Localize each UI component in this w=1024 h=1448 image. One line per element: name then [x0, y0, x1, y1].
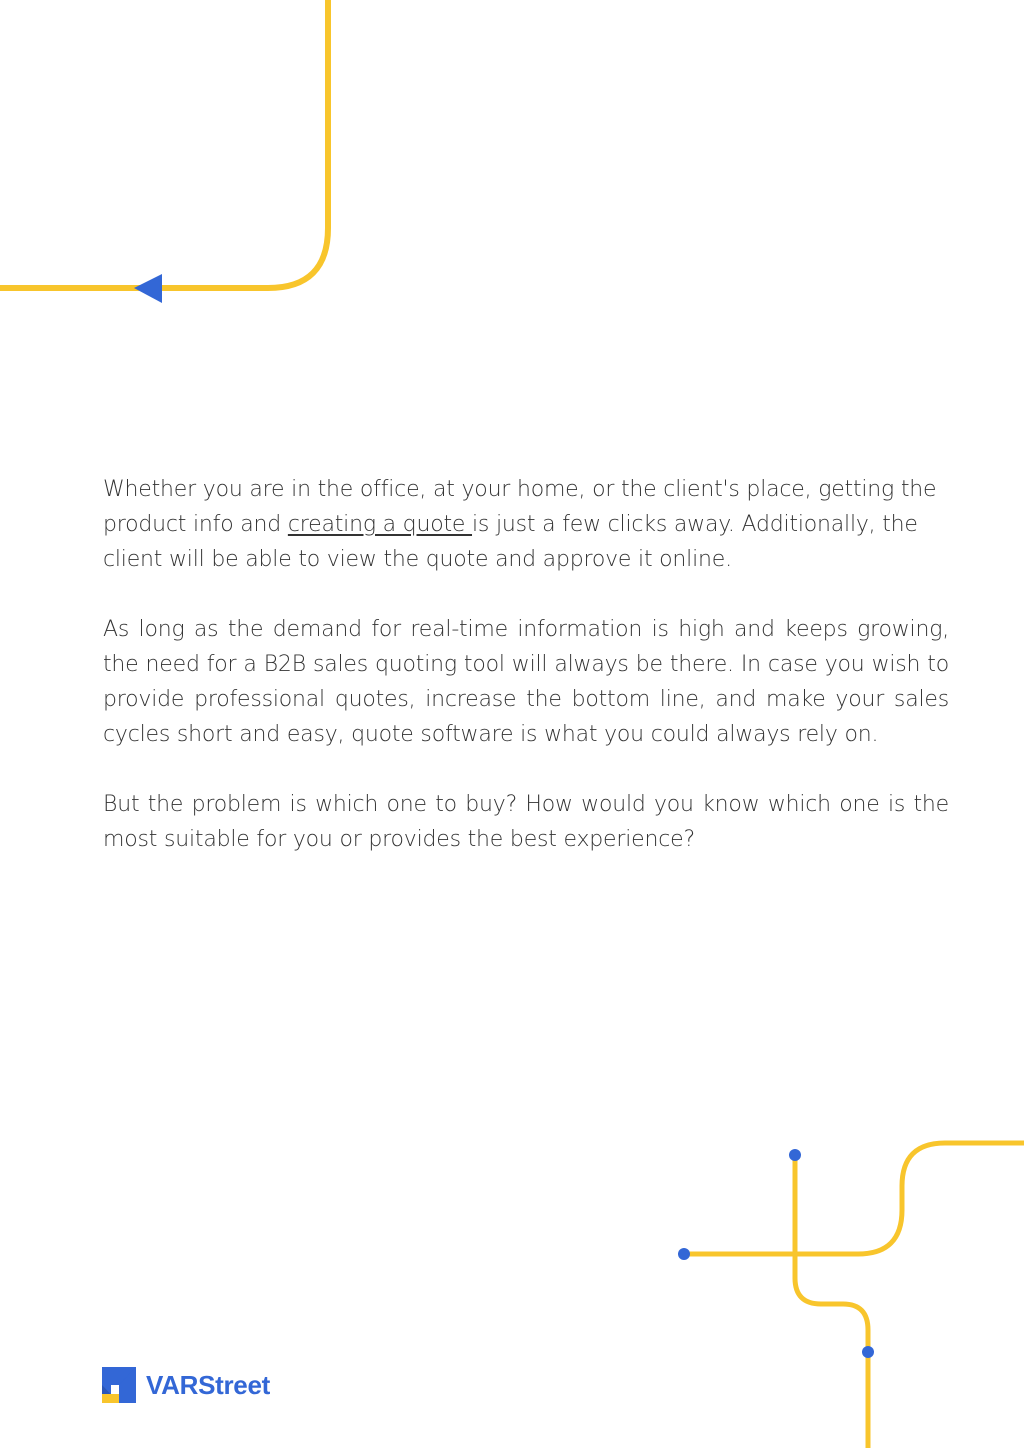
arrow-left-icon: [134, 274, 162, 303]
paragraph-1: Whether you are in the office, at your home, or the client's place, getting the product info and creating a quote is just a few clicks away. Additionally, the client will be able to view the quote and approve it online.: [103, 477, 937, 572]
bottom-connector-line-b: [795, 1155, 868, 1448]
varstreet-logo: [102, 1367, 270, 1403]
paragraph-3: But the problem is which one to buy? How would you know which one is the most suitable for you or provides the best experience?: [103, 792, 949, 852]
body-text: [103, 472, 949, 892]
bottom-connector-line-a: [684, 1143, 1024, 1254]
node-dot: [678, 1248, 690, 1260]
node-dot: [862, 1346, 874, 1358]
varstreet-logo-icon: [102, 1367, 136, 1403]
paragraph-2: As long as the demand for real-time information is high and keeps growing, the need for a B2B sales quoting tool will always be there. In case you wish to provide professional quotes, increase the bottom line, and make your sales cycles short and easy, quote software is what you could always rely on.: [103, 617, 949, 747]
creating-a-quote-link[interactable]: creating a quote: [287, 512, 473, 537]
node-dot: [789, 1149, 801, 1161]
logo-text: VARStreet: [146, 1369, 270, 1400]
top-connector-line: [0, 0, 328, 288]
